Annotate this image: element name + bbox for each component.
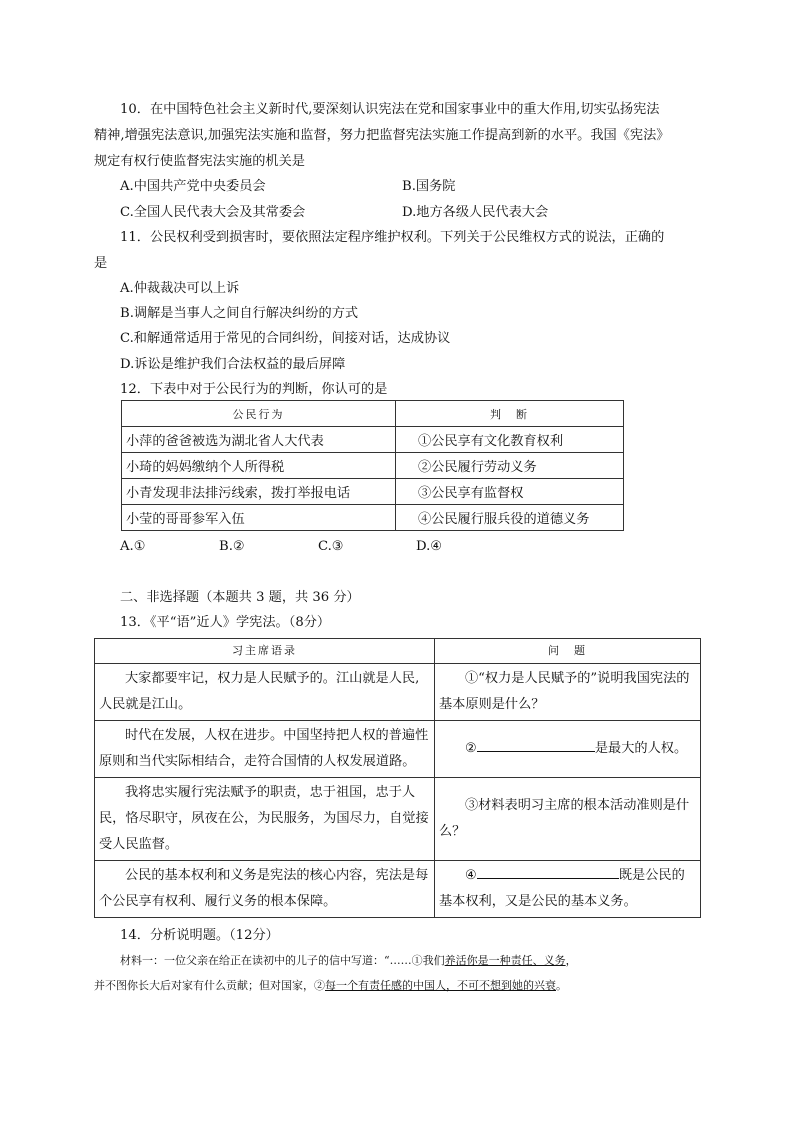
q10-option-a: A.中国共产党中央委员会: [120, 179, 266, 194]
q12-option-b: B.②: [219, 539, 245, 554]
q13-q2-prefix: ②: [465, 741, 477, 756]
q12-option-c: C.③: [318, 539, 344, 554]
q12-header-judge: 判 断: [396, 401, 624, 427]
q13-stem: 13．《平“语”近人》学宪法。（8分）: [120, 615, 331, 630]
q14-stem: 14．分析说明题。（12分）: [120, 928, 279, 943]
q12-judge-cell: ④公民履行服兵役的道德义务: [396, 505, 624, 531]
q12-stem: 12．下表中对于公民行为的判断，你认可的是: [120, 382, 388, 397]
q14-material1-line1: [120, 951, 577, 971]
q13-q4-blank[interactable]: [477, 864, 619, 879]
q12-act-cell: 小莹的哥哥参军入伍: [122, 505, 396, 531]
table-row: [122, 505, 624, 531]
q14-m1-text-d: 。: [556, 979, 567, 992]
q13-quote-cell: 公民的基本权利和义务是宪法的核心内容，宪法是每个公民享有权利、履行义务的根本保障。: [95, 861, 435, 918]
q10-option-b: B.国务院: [402, 179, 456, 194]
q13-quote-cell: 时代在发展，人权在进步。中国坚持把人权的普遍性原则和当代实际相结合，走符合国情的人权发展道路。: [95, 721, 435, 778]
q13-quote-cell: 大家都要牢记，权力是人民赋予的。江山就是人民,人民就是江山。: [95, 664, 435, 721]
q14-m1-underline1: 养活你是一种责任、义务: [444, 954, 566, 967]
q13-question-cell: ①“权力是人民赋予的”说明我国宪法的基本原则是什么？: [435, 664, 701, 721]
q13-table: [94, 638, 701, 918]
q10-option-d: D.地方各级人民代表大会: [402, 205, 549, 220]
q13-q4-prefix: ④: [465, 868, 477, 883]
q11-option-d: D.诉讼是维护我们合法权益的最后屏障: [120, 357, 346, 372]
q13-q2-suffix: 是最大的人权。: [594, 741, 688, 756]
q10-stem-line1: 10．在中国特色社会主义新时代,要深刻认识宪法在党和国家事业中的重大作用,切实弘扬宪法: [120, 102, 660, 117]
q13-q2-blank[interactable]: [477, 737, 595, 752]
table-row: [122, 453, 624, 479]
table-row: [95, 664, 701, 721]
q12-act-cell: 小青发现非法排污线索，拨打举报电话: [122, 479, 396, 505]
q11-stem-line1: 11．公民权利受到损害时，要依照法定程序维护权利。下列关于公民维权方式的说法，正确的: [120, 230, 665, 245]
q13-table-header: [95, 639, 701, 664]
q13-question-cell: [435, 721, 701, 778]
q10-option-c: C.全国人民代表大会及其常委会: [120, 205, 306, 220]
q12-judge-cell: ①公民享有文化教育权利: [396, 427, 624, 453]
q12-judge-cell: ②公民履行劳动义务: [396, 453, 624, 479]
q14-m1-text-c: 并不图你长大后对家有什么贡献；但对国家，②: [94, 979, 325, 992]
table-row: [95, 721, 701, 778]
q12-act-cell: 小萍的爸爸被选为湖北省人大代表: [122, 427, 396, 453]
q13-q4-suffix: 既是公民的基本权利，又是公民的基本义务。: [439, 868, 685, 909]
q12-header-act: 公民行为: [122, 401, 396, 427]
q11-stem-line2: 是: [94, 256, 108, 271]
q13-header-question: 问 题: [435, 639, 701, 664]
q14-material1-line2: [94, 976, 567, 996]
q12-option-d: D.④: [416, 539, 443, 554]
q12-table-header: [122, 401, 624, 427]
table-row: [122, 427, 624, 453]
q12-table: [121, 400, 624, 531]
q13-question-cell: [435, 861, 701, 918]
q11-option-b: B.调解是当事人之间自行解决纠纷的方式: [120, 306, 359, 321]
q13-question-cell: ③材料表明习主席的根本活动准则是什么？: [435, 778, 701, 861]
q12-act-cell: 小琦的妈妈缴纳个人所得税: [122, 453, 396, 479]
q14-m1-text-b: ，: [565, 954, 577, 967]
q11-option-a: A.仲裁裁决可以上诉: [120, 281, 240, 296]
q11-option-c: C.和解通常适用于常见的合同纠纷，间接对话，达成协议: [120, 331, 451, 346]
table-row: [95, 778, 701, 861]
q12-judge-cell: ③公民享有监督权: [396, 479, 624, 505]
q13-header-quote: 习主席语录: [95, 639, 435, 664]
q14-m1-underline2: 每一个有责任感的中国人，不可不想到她的兴衰: [325, 979, 556, 992]
q10-stem-line3: 规定有权行使监督宪法实施的机关是: [94, 154, 305, 169]
table-row: [95, 861, 701, 918]
q12-option-a: A.①: [120, 539, 146, 554]
q13-quote-cell: 我将忠实履行宪法赋予的职责，忠于祖国，忠于人民，恪尽职守，夙夜在公，为民服务，为国尽力，自觉接受人民监督。: [95, 778, 435, 861]
q10-stem-line2: 精神,增强宪法意识,加强宪法实施和监督，努力把监督宪法实施工作提高到新的水平。我国《宪法》: [94, 128, 670, 143]
section2-heading: 二、非选择题（本题共 3 题，共 36 分）: [120, 590, 360, 605]
table-row: [122, 479, 624, 505]
q14-m1-text-a: 材料一：一位父亲在给正在读初中的儿子的信中写道：“……①我们: [120, 954, 445, 967]
